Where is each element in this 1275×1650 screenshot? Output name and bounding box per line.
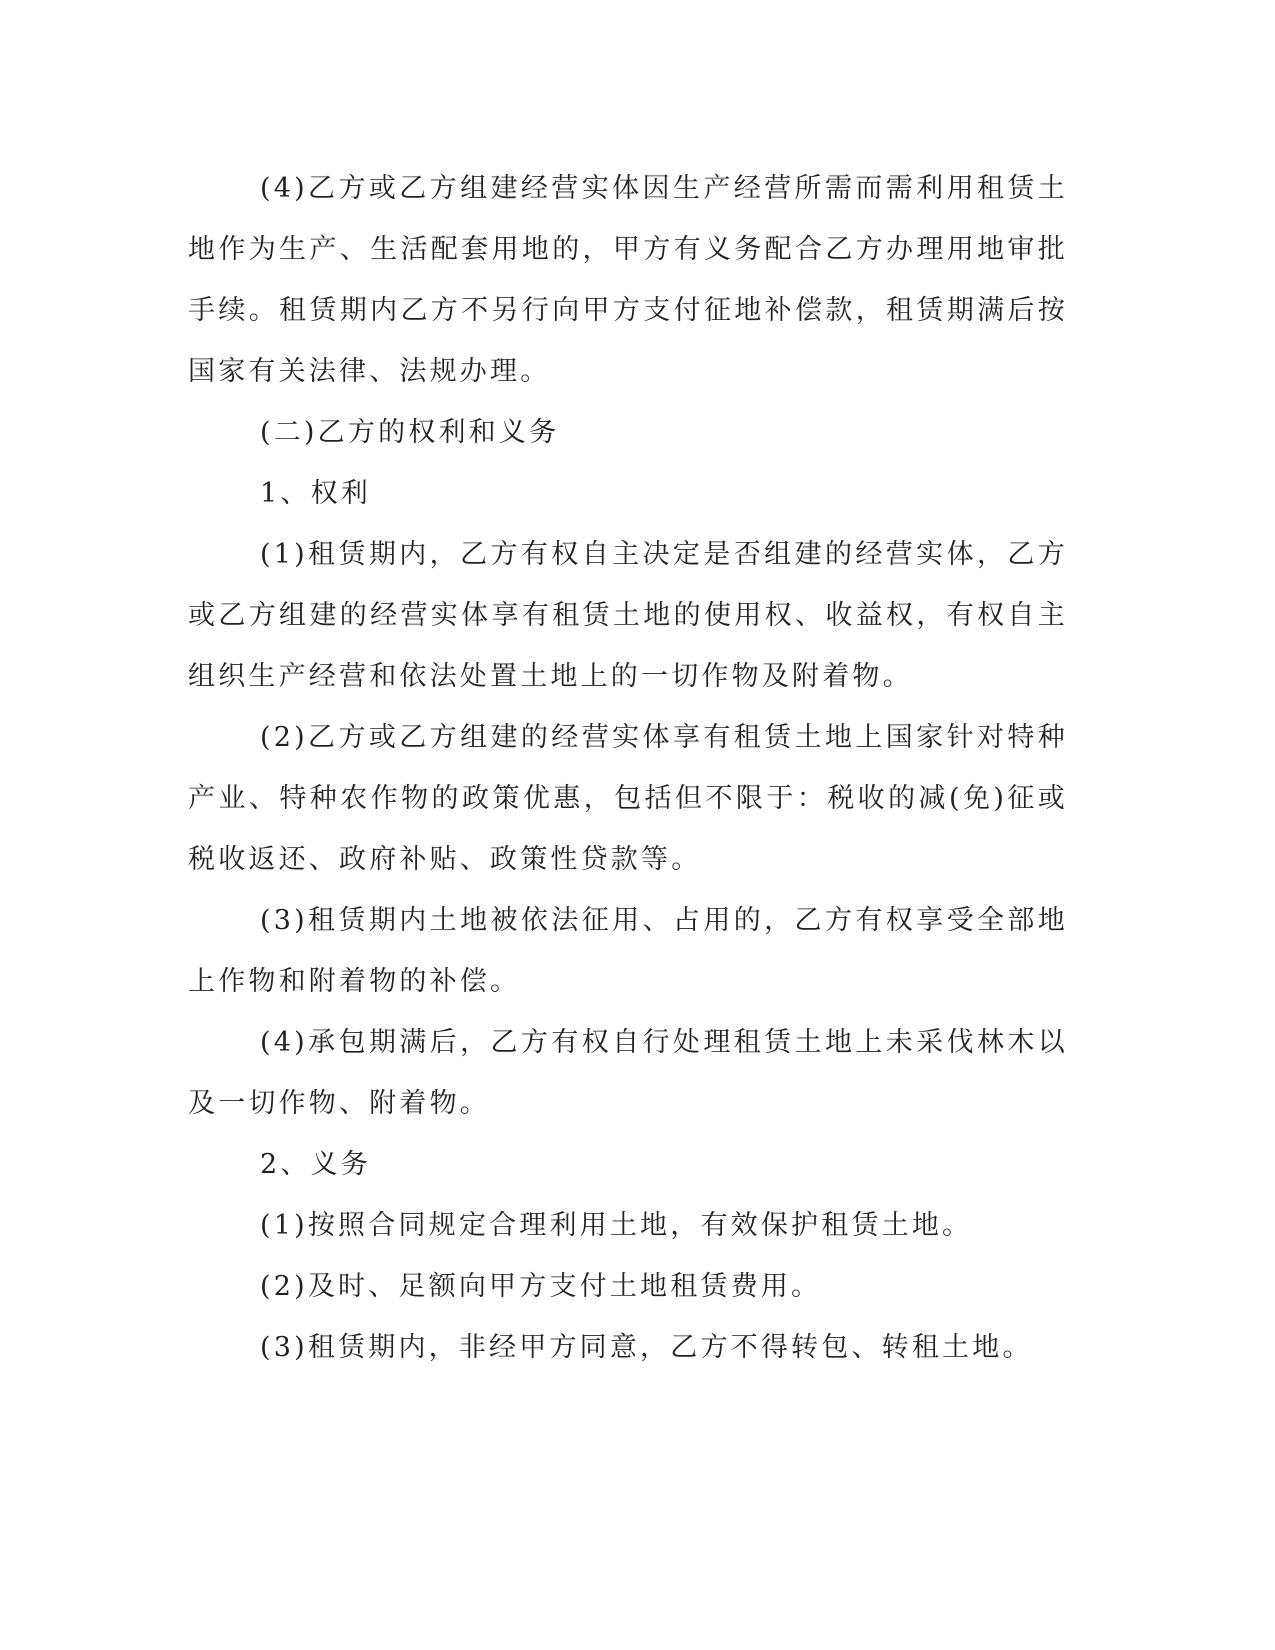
rights-clause-4: (4)承包期满后，乙方有权自行处理租赁土地上未采伐林木以及一切作物、附着物。: [188, 1027, 1068, 1119]
clause-4-land-use-approval: (4)乙方或乙方组建经营实体因生产经营所需而需利用租赁土地作为生产、生活配套用地的，甲方有义务配合乙方办理用地审批手续。租赁期内乙方不另行向甲方支付征地补偿款，租赁期满后按国家有关法律、法规办理。: [188, 173, 1068, 387]
rights-clause-3: (3)租赁期内土地被依法征用、占用的，乙方有权享受全部地上作物和附着物的补偿。: [188, 905, 1068, 997]
subheading-rights: 1、权利: [260, 478, 371, 509]
subheading-obligations: 2、义务: [260, 1149, 371, 1180]
rights-clause-2: (2)乙方或乙方组建的经营实体享有租赁土地上国家针对特种产业、特种农作物的政策优惠，包括但不限于：税收的减(免)征或税收返还、政府补贴、政策性贷款等。: [188, 722, 1068, 875]
rights-clause-1: (1)租赁期内，乙方有权自主决定是否组建的经营实体，乙方或乙方组建的经营实体享有租赁土地的使用权、收益权，有权自主组织生产经营和依法处置土地上的一切作物及附着物。: [188, 539, 1068, 692]
obligations-clause-1: (1)按照合同规定合理利用土地，有效保护租赁土地。: [260, 1210, 973, 1241]
obligations-clause-2: (2)及时、足额向甲方支付土地租赁费用。: [260, 1271, 822, 1302]
obligations-clause-3: (3)租赁期内，非经甲方同意，乙方不得转包、转租土地。: [260, 1332, 1033, 1363]
document-page: [188, 158, 1068, 1378]
section-heading-rights-obligations: (二)乙方的权利和义务: [260, 417, 560, 448]
